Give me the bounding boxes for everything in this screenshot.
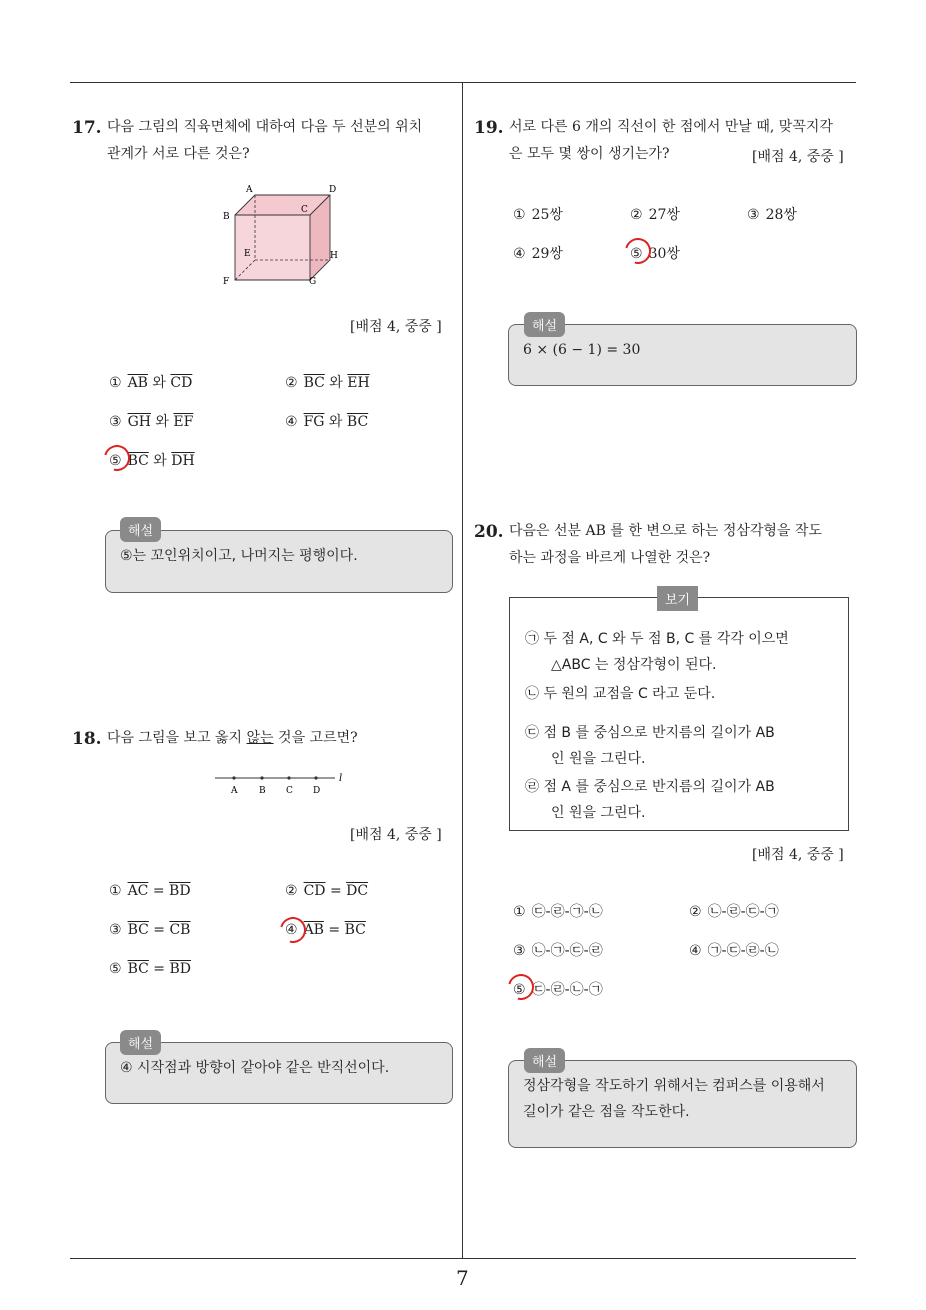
point-A: A <box>231 786 238 796</box>
q19-score: [배점 4, 중중 ] <box>752 149 844 165</box>
bottom-rule <box>70 1258 856 1259</box>
q17-choice-5[interactable]: ⑤ $\overline{BC}$ 와 $\overline{DH}$ <box>109 453 195 469</box>
q18-choice-1[interactable]: ① $\overline{AC} = \overline{BD}$ <box>109 883 191 899</box>
q17-choice-3[interactable]: ③ $\overline{GH}$ 와 $\overline{EF}$ <box>109 414 194 430</box>
q18-solution-text: ④ 시작점과 방향이 같아야 같은 반직선이다. <box>120 1060 390 1076</box>
q20-choice-5[interactable]: ⑤ ㉢-㉣-㉡-㉠ <box>513 982 603 998</box>
q20-bogi-item-4: ㉣ 점 A 를 중심으로 반지름의 길이가 AB 인 원을 그린다. <box>525 779 775 821</box>
q17-solution-text: ⑤는 꼬인위치이고, 나머지는 평행이다. <box>120 548 358 564</box>
label-B: B <box>223 212 230 222</box>
q19-choice-5[interactable]: ⑤ 30쌍 <box>630 246 680 262</box>
q17-text-line2: 관계가 서로 다른 것은? <box>107 146 250 162</box>
q18-answer-mark <box>275 912 311 948</box>
q17-solution-tag: 해설 <box>120 517 161 542</box>
q18-text: 다음 그림을 보고 옳지 않는 것을 고르면? <box>107 730 358 746</box>
q20-solution-tag: 해설 <box>524 1048 565 1073</box>
q20-bogi-item-2: ㉡ 두 원의 교점을 C 라고 둔다. <box>525 686 716 702</box>
q17-text-line1: 다음 그림의 직육면체에 대하여 다음 두 선분의 위치 <box>107 119 423 135</box>
q19-choice-4[interactable]: ④ 29쌍 <box>513 246 563 262</box>
label-A: A <box>246 185 253 195</box>
q19-solution-text: 6 × (6 − 1) = 30 <box>523 342 641 358</box>
q17-choice-1[interactable]: ① $\overline{AB}$ 와 $\overline{CD}$ <box>109 375 193 391</box>
q20-choice-4[interactable]: ④ ㉠-㉢-㉣-㉡ <box>689 943 779 959</box>
label-G: G <box>309 277 317 287</box>
label-D: D <box>329 185 337 195</box>
q20-score: [배점 4, 중중 ] <box>752 847 844 863</box>
q19-choice-3[interactable]: ③ 28쌍 <box>747 207 797 223</box>
q20-bogi-tag: 보기 <box>657 586 698 611</box>
q20-text-line1: 다음은 선분 AB 를 한 변으로 하는 정삼각형을 작도 <box>509 523 822 539</box>
q18-choice-4[interactable]: ④ $\overline{AB} = \overline{BC}$ <box>285 922 366 938</box>
q17-score: [배점 4, 중중 ] <box>350 319 442 335</box>
q20-text-line2: 하는 과정을 바르게 나열한 것은? <box>509 550 711 566</box>
q20-choice-2[interactable]: ② ㉡-㉣-㉢-㉠ <box>689 904 779 920</box>
point-D: D <box>313 786 321 796</box>
point-B: B <box>259 786 266 796</box>
label-E: E <box>244 249 251 259</box>
q17-number: 17. <box>72 118 102 138</box>
q19-text-line1: 서로 다른 6 개의 직선이 한 점에서 만날 때, 맞꼭지각 <box>509 119 833 135</box>
q19-text-line2: 은 모두 몇 쌍이 생기는가? <box>509 146 670 162</box>
q18-number: 18. <box>72 729 102 749</box>
q20-answer-mark <box>503 969 539 1005</box>
q19-choice-1[interactable]: ① 25쌍 <box>513 207 563 223</box>
q17-choice-2[interactable]: ② $\overline{BC}$ 와 $\overline{EH}$ <box>285 375 370 391</box>
label-H: H <box>330 251 338 261</box>
q17-answer-mark <box>99 440 135 476</box>
label-C: C <box>301 205 308 215</box>
q17-choice-4[interactable]: ④ $\overline{FG}$ 와 $\overline{BC}$ <box>285 414 369 430</box>
q18-choice-5[interactable]: ⑤ $\overline{BC} = \overline{BD}$ <box>109 961 191 977</box>
label-F: F <box>223 277 230 287</box>
q20-solution-line1: 정삼각형을 작도하기 위해서는 컴퍼스를 이용해서 <box>523 1078 825 1094</box>
line-figure <box>210 770 350 800</box>
line-label-l: l <box>339 773 343 784</box>
point-C: C <box>286 786 293 796</box>
q20-solution-line2: 길이가 같은 점을 작도한다. <box>523 1104 690 1120</box>
page-number: 7 <box>456 1266 469 1290</box>
q19-choice-2[interactable]: ② 27쌍 <box>630 207 680 223</box>
q18-solution-tag: 해설 <box>120 1030 161 1055</box>
q20-choice-3[interactable]: ③ ㉡-㉠-㉢-㉣ <box>513 943 603 959</box>
q19-number: 19. <box>474 118 504 138</box>
q18-score: [배점 4, 중중 ] <box>350 827 442 843</box>
q20-choice-1[interactable]: ① ㉢-㉣-㉠-㉡ <box>513 904 603 920</box>
q19-answer-mark <box>620 233 656 269</box>
column-divider <box>462 82 463 1258</box>
q20-bogi-item-1: ㉠ 두 점 A, C 와 두 점 B, C 를 각각 이으면 △ABC 는 정삼각형이 된다. <box>525 631 789 673</box>
cuboid-figure <box>215 180 345 290</box>
q18-choice-2[interactable]: ② $\overline{CD} = \overline{DC}$ <box>285 883 369 899</box>
top-rule <box>70 82 856 83</box>
q20-solution-box <box>508 1060 857 1148</box>
q20-number: 20. <box>474 522 504 542</box>
q19-solution-tag: 해설 <box>524 312 565 337</box>
q20-bogi-item-3: ㉢ 점 B 를 중심으로 반지름의 길이가 AB 인 원을 그린다. <box>525 725 775 767</box>
q18-choice-3[interactable]: ③ $\overline{BC} = \overline{CB}$ <box>109 922 191 938</box>
